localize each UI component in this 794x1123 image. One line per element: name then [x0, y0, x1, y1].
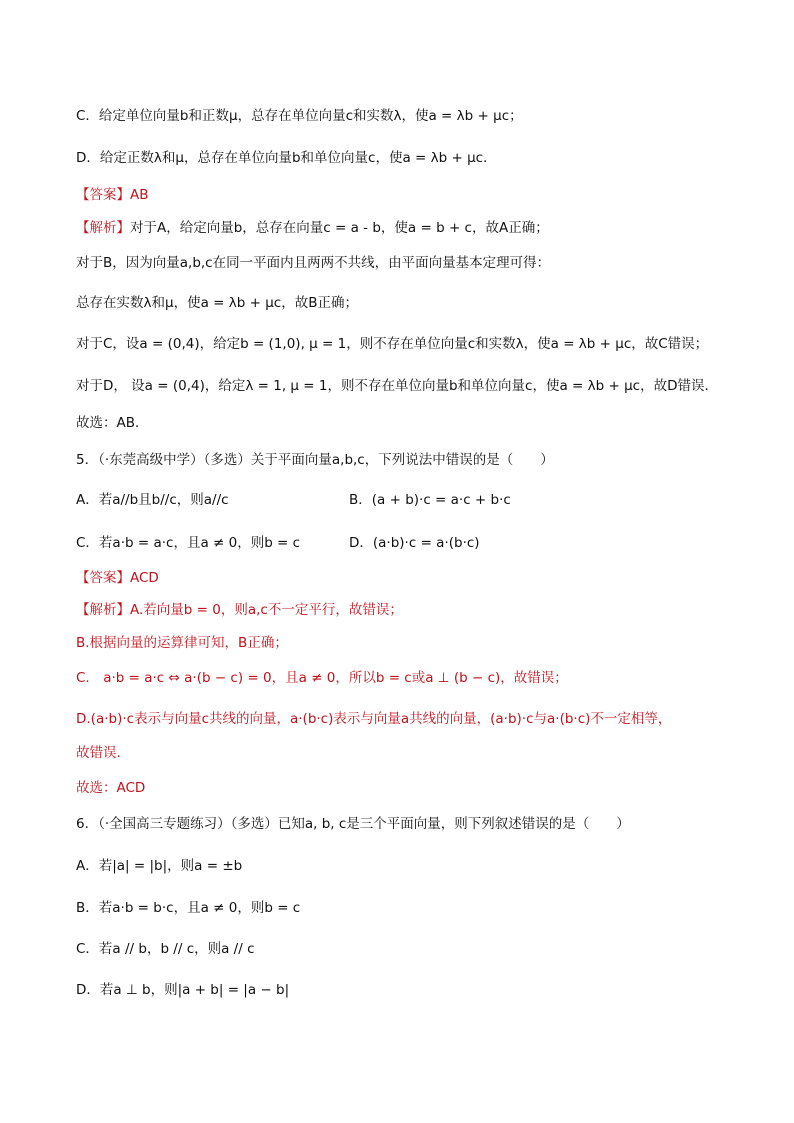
- answer-value: ACD: [130, 570, 159, 586]
- q5-option-b: B．(a + b)·c = a·c + b·c: [349, 492, 511, 508]
- analysis-c-text: 对于C，设a = (0,4)，给定b = (1,0), μ = 1，则不存在单位向量c和实数λ，使a = λb + μc，故C错误；: [76, 336, 709, 352]
- q6-option-d: D．若a ⊥ b，则|a + b| = |a − b|: [76, 982, 290, 998]
- q6-option-a: A．若|a| = |b|，则a = ±b: [76, 858, 243, 874]
- choice-line-q5: 故选：ACD: [76, 780, 146, 796]
- answer-line-q4: [76, 185, 149, 205]
- analysis-d-q5-cont: 故错误.: [76, 745, 121, 761]
- question-5-stem: 5．（·东莞高级中学）（多选）关于平面向量a,b,c，下列说法中错误的是（ ）: [76, 452, 554, 468]
- choice-line-q4: 故选：AB．: [76, 415, 149, 431]
- analysis-tag: 【解析】: [76, 220, 130, 236]
- q5-option-a: A．若a//b且b//c，则a//c: [76, 492, 229, 508]
- analysis-d-q5: D.(a·b)·c表示与向量c共线的向量，a·(b·c)表示与向量a共线的向量，(a·b)·c与a·(b·c)不一定相等，: [76, 711, 672, 727]
- analysis-c-q5: C. a·b = a·c ⇔ a·(b − c) = 0，且a ≠ 0，所以b = c或a ⊥ (b − c)，故错误；: [76, 670, 568, 686]
- analysis-b-q5: B.根据向量的运算律可知，B正确；: [76, 635, 288, 651]
- analysis-text: A.若向量b = 0，则a,c不一定平行，故错误；: [130, 602, 403, 618]
- question-6-stem: 6．（·全国高三专题练习）（多选）已知a, b, c是三个平面向量，则下列叙述错误的是（ ）: [76, 816, 630, 832]
- analysis-line-q5: [76, 600, 403, 620]
- q5-option-c: C．若a·b = a·c，且a ≠ 0，则b = c: [76, 535, 301, 551]
- answer-tag: 【答案】: [76, 187, 130, 203]
- q6-option-c: C．若a // b，b // c，则a // c: [76, 941, 255, 957]
- q6-option-b: B．若a·b = b·c，且a ≠ 0，则b = c: [76, 900, 301, 916]
- analysis-line-q4: [76, 218, 549, 238]
- answer-tag: 【答案】: [76, 570, 130, 586]
- q5-option-d: D．(a·b)·c = a·(b·c): [349, 535, 480, 551]
- analysis-tag: 【解析】: [76, 602, 130, 618]
- answer-value: AB: [130, 187, 149, 203]
- analysis-d-text: 对于D， 设a = (0,4)，给定λ = 1, μ = 1，则不存在单位向量b和单位向量c，使a = λb + μc，故D错误．: [76, 378, 719, 394]
- analysis-b-text: 对于B，因为向量a,b,c在同一平面内且两两不共线，由平面向量基本定理可得：: [76, 255, 551, 271]
- analysis-text: 对于A，给定向量b，总存在向量c = a - b，使a = b + c，故A正确；: [130, 220, 549, 236]
- analysis-b-conclusion: 总存在实数λ和μ，使a = λb + μc，故B正确；: [76, 295, 358, 311]
- answer-line-q5: [76, 568, 159, 588]
- option-c-text: C．给定单位向量b和正数μ，总存在单位向量c和实数λ，使a = λb + μc；: [76, 108, 523, 124]
- option-d-text: D．给定正数λ和μ，总存在单位向量b和单位向量c，使a = λb + μc．: [76, 150, 497, 166]
